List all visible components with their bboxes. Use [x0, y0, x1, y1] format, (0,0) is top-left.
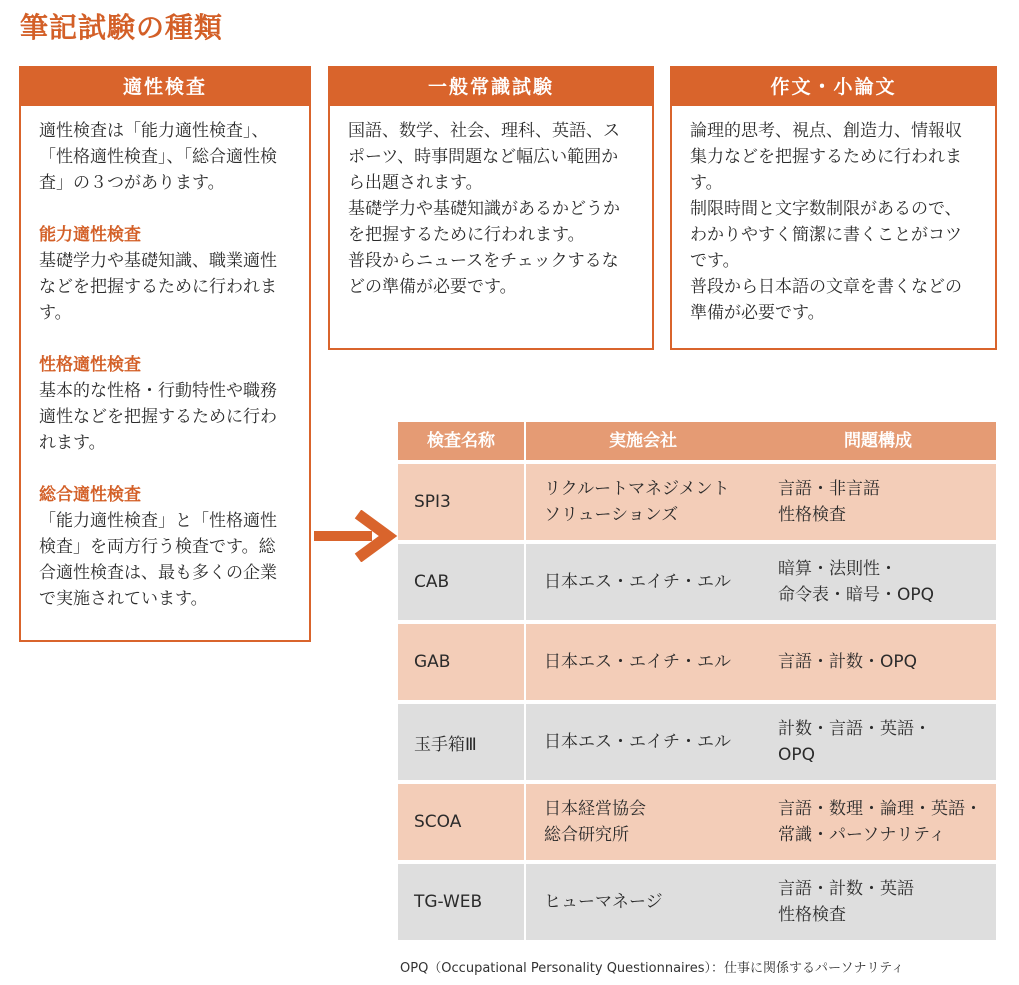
section-heading-ability: 能力適性検査	[39, 225, 141, 245]
cell-content: 暗算・法則性・ 命令表・暗号・OPQ	[778, 559, 935, 605]
table-header-row	[398, 422, 996, 460]
card-general-knowledge	[328, 66, 654, 350]
cell-test-name: SPI3	[414, 492, 451, 512]
table-row	[398, 784, 996, 860]
table-row	[398, 864, 996, 940]
cell-test-name: GAB	[414, 652, 451, 672]
section-text-comprehensive: 「能力適性検査」と「性格適性検査」を両方行う検査です。総合適性検査は、最も多くの企業で実施されています。	[39, 511, 277, 609]
cell-content: 言語・数理・論理・英語・ 常識・パーソナリティ	[778, 799, 982, 845]
cell-company: ヒューマネージ	[544, 892, 663, 912]
cell-company: リクルートマネジメント ソリューションズ	[544, 479, 730, 525]
cell-test-name: CAB	[414, 572, 450, 592]
cell-content: 言語・計数・英語 性格検査	[778, 879, 914, 925]
table-row	[398, 464, 996, 540]
test-table	[398, 422, 996, 940]
section-heading-comprehensive: 総合適性検査	[39, 485, 141, 505]
cell-company: 日本エス・エイチ・エル	[544, 572, 731, 592]
card-header: 作文・小論文	[672, 68, 995, 106]
cell-test-name: TG-WEB	[414, 892, 483, 912]
table-header-name: 検査名称	[398, 422, 526, 460]
card-paragraph: 国語、数学、社会、理科、英語、スポーツ、時事問題など幅広い範囲から出題されます。	[348, 121, 620, 193]
section-text-ability: 基礎学力や基礎知識、職業適性などを把握するために行われます。	[39, 251, 277, 323]
arrow-right-icon	[312, 510, 398, 562]
card-essay	[670, 66, 997, 350]
section-text-personality: 基本的な性格・行動特性や職務適性などを把握するために行われます。	[39, 381, 277, 453]
card-paragraph: 普段から日本語の文章を書くなどの準備が必要です。	[690, 277, 962, 323]
footnote: OPQ（Occupational Personality Questionnaires）：仕事に関係するパーソナリティ	[400, 961, 905, 976]
cell-content: 言語・計数・OPQ	[778, 652, 918, 672]
card-header: 適性検査	[21, 68, 309, 106]
card-paragraph: 制限時間と文字数制限があるので、わかりやすく簡潔に書くことがコツです。	[690, 199, 962, 271]
cell-content: 計数・言語・英語・ OPQ	[778, 719, 931, 765]
table-header-content: 問題構成	[844, 431, 912, 451]
card-aptitude-test	[19, 66, 311, 642]
cell-company: 日本エス・エイチ・エル	[544, 652, 731, 672]
cell-company: 日本経営協会 総合研究所	[544, 799, 646, 845]
card-paragraph: 普段からニュースをチェックするなどの準備が必要です。	[348, 251, 619, 297]
card-paragraph: 基礎学力や基礎知識があるかどうかを把握するために行われます。	[348, 199, 620, 245]
cell-company: 日本エス・エイチ・エル	[544, 732, 731, 752]
table-row	[398, 704, 996, 780]
table-row	[398, 544, 996, 620]
card-paragraph: 論理的思考、視点、創造力、情報収集力などを把握するために行われます。	[690, 121, 962, 193]
table-header-company: 実施会社	[609, 431, 677, 451]
card-intro: 適性検査は「能力適性検査」、「性格適性検査」、「総合適性検査」の３つがあります。	[39, 121, 277, 193]
cell-content: 言語・非言語 性格検査	[778, 479, 880, 525]
page-title: 筆記試験の種類	[20, 11, 224, 44]
cell-test-name: 玉手箱Ⅲ	[414, 734, 477, 755]
table-row	[398, 624, 996, 700]
card-header: 一般常識試験	[330, 68, 652, 106]
cell-test-name: SCOA	[414, 812, 462, 832]
section-heading-personality: 性格適性検査	[39, 355, 141, 375]
